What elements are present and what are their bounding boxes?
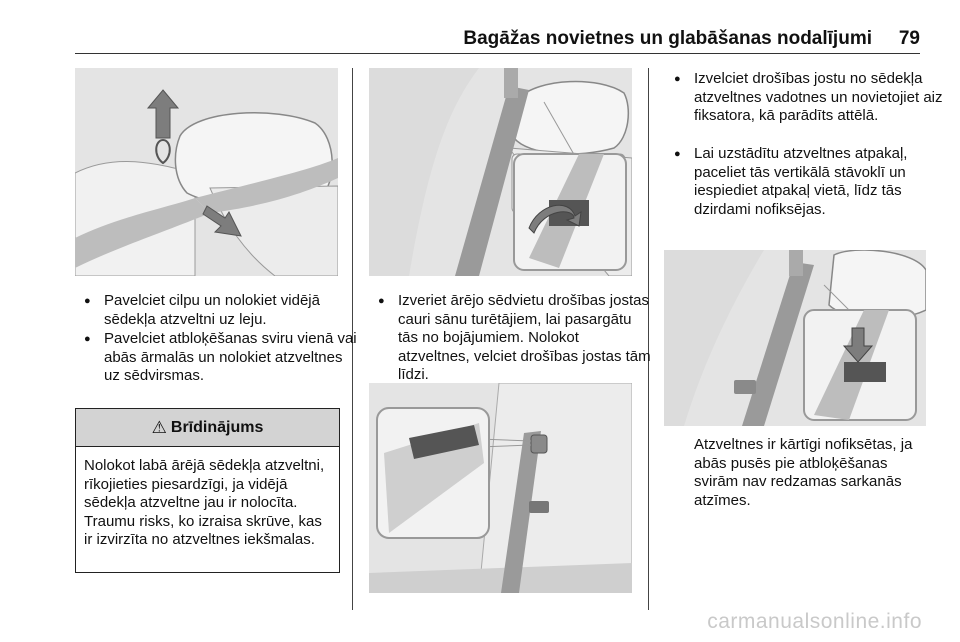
warning-triangle-icon: ⚠ <box>151 417 167 437</box>
instruction-bullet: ● Pavelciet atbloķēšanas sviru vienā vai abās ārmalās un nolokiet atzveltnes uz sēdvirsmas. <box>82 330 360 386</box>
warning-box <box>75 408 340 573</box>
instruction-bullet: ● Pavelciet cilpu un nolokiet vidējā sēdekļa atzveltni uz leju. <box>82 292 360 329</box>
instruction-bullet: ● Izveriet ārējo sēdvietu drošības jostas cauri sānu turētājiem, lai pasargātu tās no bojājumiem. Nolokot atzveltnes, velciet drošības jostas tām līdzi. <box>376 292 654 385</box>
page-header-title: Bagāžas novietnes un glabāšanas nodalījumi <box>463 28 872 49</box>
note-paragraph: Atzveltnes ir kārtīgi nofiksētas, ja abās pusēs pie atbloķēšanas svirām nav redzamas sarkanās atzīmes. <box>694 436 913 509</box>
instruction-bullet: ● Lai uzstādītu atzveltnes atpakaļ, paceliet tās vertikālā stāvoklī un iespiediet atpakaļ vietā, līdz tās dzirdami nofiksējas. <box>672 145 948 219</box>
rear-seat-fold-illustration <box>75 68 338 276</box>
warning-text: Nolokot labā ārējā sēdekļa atzveltni, rīkojieties piesardzīgi, ja vidējā sēdekļa atzveltne jau ir nolocīta. Traumu risks, ko izraisa skrūve, kas ir izvirzīta no atzveltnes iekšmalas. <box>84 457 325 548</box>
seat-belt-guide-illustration <box>369 68 632 276</box>
seat-belt-holder-illustration <box>369 383 632 593</box>
instruction-bullet: ● Izvelciet drošības jostu no sēdekļa atzveltnes vadotnes un novietojiet aiz fiksatora, kā parādīts attēlā. <box>672 70 948 126</box>
watermark: carmanualsonline.info <box>707 610 922 633</box>
warning-header <box>76 409 339 447</box>
page-number: 79 <box>898 28 920 49</box>
header-divider <box>75 53 920 54</box>
warning-title: Brīdinājums <box>170 418 264 436</box>
seat-belt-retainer-illustration <box>664 250 926 426</box>
